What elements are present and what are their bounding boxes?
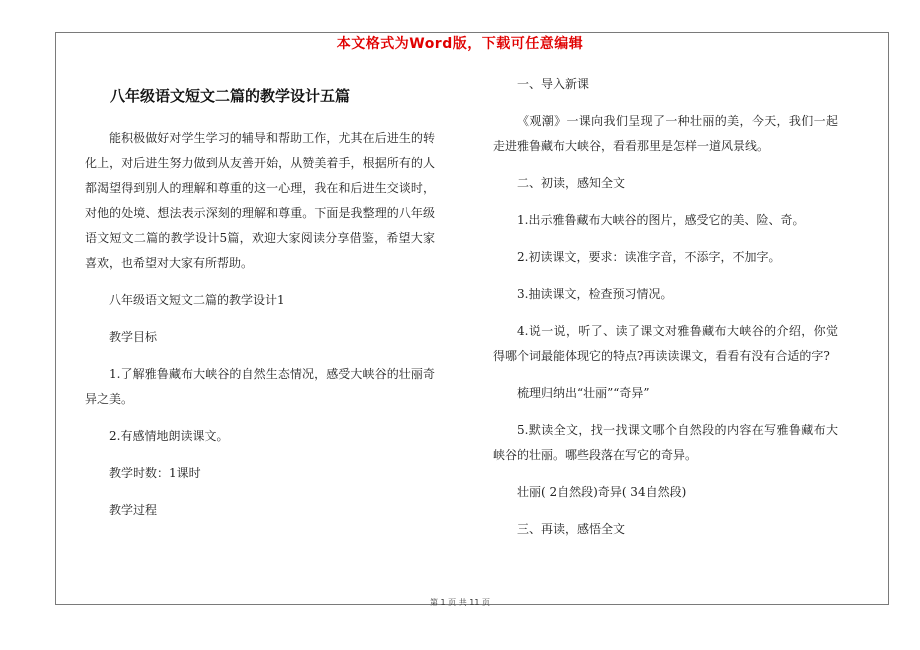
goal-item-1: 1.了解雅鲁藏布大峡谷的自然生态情况，感受大峡谷的壮丽奇异之美。 — [85, 367, 435, 406]
first-read-item-4: 4.说一说，听了、读了课文对雅鲁藏布大峡谷的介绍，你觉得哪个词最能体现它的特点?再读读课文，看看有没有合适的字? — [493, 324, 838, 363]
first-read-item-1: 1.出示雅鲁藏布大峡谷的图片，感受它的美、险、奇。 — [517, 213, 805, 227]
paragraph-mapping: 壮丽( 2自然段)奇异( 34自然段) — [517, 485, 687, 499]
first-read-item-2: 2.初读课文，要求：读准字音，不添字，不加字。 — [517, 250, 781, 264]
goal-item-2: 2.有感情地朗读课文。 — [109, 429, 229, 443]
step-heading-intro: 一、导入新课 — [517, 77, 590, 91]
step-heading-reread: 三、再读，感悟全文 — [517, 522, 626, 536]
page-number-footer: 第 1 页 共 11 页 — [430, 598, 490, 607]
right-column — [493, 72, 838, 554]
document-title: 八年级语文短文二篇的教学设计五篇 — [110, 87, 351, 105]
summary-note: 梳理归纳出“壮丽”“奇异” — [517, 386, 650, 400]
intro-text: 《观潮》一课向我们呈现了一种壮丽的美，今天，我们一起走进雅鲁藏布大峡谷，看看那里是怎样一道风景线。 — [493, 114, 838, 153]
teaching-hours: 教学时数：1课时 — [109, 466, 201, 480]
step-heading-first-read: 二、初读，感知全文 — [517, 176, 626, 190]
section-heading-design-1: 八年级语文短文二篇的教学设计1 — [109, 293, 285, 307]
first-read-item-5: 5.默读全文，找一找课文哪个自然段的内容在写雅鲁藏布大峡谷的壮丽。哪些段落在写它的奇异。 — [493, 423, 838, 462]
teaching-goals-heading: 教学目标 — [109, 330, 158, 344]
teaching-process-heading: 教学过程 — [109, 503, 158, 517]
intro-paragraph: 能积极做好对学生学习的辅导和帮助工作，尤其在后进生的转化上，对后进生努力做到从友善开始，从赞美着手，根据所有的人都渴望得到别人的理解和尊重的这一心理，我在和后进生交谈时，对他的处境、想法表示深刻的理解和尊重。下面是我整理的八年级语文短文二篇的教学设计5篇，欢迎大家阅读分享借鉴，希望大家喜欢，也希望对大家有所帮助。 — [85, 131, 435, 270]
left-column — [85, 126, 435, 535]
word-format-banner: 本文格式为Word版，下载可任意编辑 — [336, 36, 584, 52]
first-read-item-3: 3.抽读课文，检查预习情况。 — [517, 287, 673, 301]
